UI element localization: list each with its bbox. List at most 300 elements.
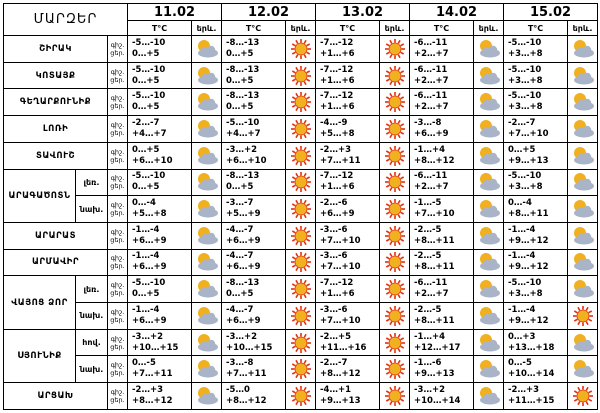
region-row [4, 356, 598, 383]
night-temperature: -1…+4 [414, 144, 445, 155]
night-day-labels [108, 383, 128, 410]
night-temperature: -8…-13 [226, 91, 260, 102]
night-label: գիշ. [110, 120, 125, 129]
day-label: ցեր. [110, 369, 125, 378]
sun-icon [286, 62, 316, 89]
sun-icon [286, 196, 316, 223]
cloud-sun-icon [474, 62, 504, 89]
cloud-sun-icon [568, 276, 598, 303]
day-temperature: 0…+5 [132, 75, 160, 86]
night-temperature: -2…-5 [414, 251, 442, 262]
day-temperature: +8…+11 [508, 209, 549, 220]
night-day-labels [108, 142, 128, 169]
day-temperature: +7…+10 [508, 128, 549, 139]
temperature-cell [128, 329, 192, 356]
day-temperature: +6…+9 [226, 235, 261, 246]
day-temperature: 0…+5 [226, 75, 254, 86]
night-temperature: -1…-4 [508, 251, 536, 262]
cloud-sun-icon [568, 169, 598, 196]
day-temperature: +8…+12 [320, 369, 361, 380]
day-temperature: +10…+14 [414, 396, 461, 407]
day-temperature: +7…+10 [320, 262, 361, 273]
sun-icon [380, 222, 410, 249]
cloud-sun-icon [474, 196, 504, 223]
sun-icon [286, 383, 316, 410]
temperature-cell [410, 222, 474, 249]
sun-icon [380, 276, 410, 303]
day-label: ցեր. [110, 235, 125, 244]
night-day-labels [108, 169, 128, 196]
day-temperature: +10…+15 [132, 342, 179, 353]
temperature-cell [316, 62, 380, 89]
day-label: ցեր. [110, 289, 125, 298]
day-temperature: +7…+11 [132, 369, 173, 380]
night-temperature: -5…-10 [508, 91, 542, 102]
day-temperature: +9…+13 [320, 396, 361, 407]
day-temperature: +6…+9 [414, 128, 449, 139]
day-temperature: +2…+7 [414, 289, 449, 300]
night-temperature: -2…-5 [414, 304, 442, 315]
sun-icon [286, 222, 316, 249]
night-temperature: -2…+3 [320, 144, 351, 155]
temperature-cell [410, 276, 474, 303]
day-temperature: +3…+8 [508, 289, 543, 300]
night-temperature: -4…-7 [226, 224, 254, 235]
day-temperature: +4…+7 [226, 128, 261, 139]
night-label: գիշ. [110, 361, 125, 370]
sun-icon [568, 383, 598, 410]
region-row [4, 89, 598, 116]
temperature-cell [504, 222, 568, 249]
night-temperature: -3…+2 [226, 144, 257, 155]
temperature-cell [504, 303, 568, 330]
day-temperature: +8…+12 [226, 396, 267, 407]
sky-column-header: երև. [286, 21, 316, 36]
region-name: ՇԻՐԱԿ [4, 36, 108, 63]
day-label: ցեր. [110, 155, 125, 164]
night-temperature: 0…-5 [132, 358, 156, 369]
day-label: ցեր. [110, 128, 125, 137]
temperature-cell [410, 329, 474, 356]
temperature-cell [316, 383, 380, 410]
forecast-rows [4, 36, 598, 410]
night-label: գիշ. [110, 94, 125, 103]
night-temperature: -3…+2 [414, 385, 445, 396]
temperature-cell [222, 196, 286, 223]
cloud-sun-icon [192, 36, 222, 63]
day-temperature: +3…+8 [508, 182, 543, 193]
day-label: ցեր. [110, 262, 125, 271]
day-temperature: +8…+11 [414, 315, 455, 326]
night-temperature: -8…-13 [226, 278, 260, 289]
day-temperature: +4…+7 [132, 128, 167, 139]
day-label: ցեր. [110, 48, 125, 57]
sun-icon [286, 329, 316, 356]
temperature-cell [222, 222, 286, 249]
region-row [4, 142, 598, 169]
night-day-labels [108, 62, 128, 89]
sun-icon [380, 169, 410, 196]
day-temperature: 0…+5 [226, 182, 254, 193]
day-temperature: +8…+11 [414, 262, 455, 273]
cloud-sun-icon [568, 329, 598, 356]
sun-icon [380, 196, 410, 223]
night-temperature: -7…-12 [320, 64, 354, 75]
temperature-cell [222, 249, 286, 276]
region-row [4, 169, 598, 196]
temperature-cell [504, 196, 568, 223]
day-temperature: +6…+9 [132, 235, 167, 246]
day-temperature: +12…+17 [414, 342, 461, 353]
day-temperature: +7…+10 [320, 315, 361, 326]
night-temperature: 0…-4 [508, 198, 532, 209]
night-temperature: -7…-12 [320, 171, 354, 182]
sky-column-header: երև. [192, 21, 222, 36]
day-temperature: +7…+11 [320, 155, 361, 166]
cloud-sun-icon [568, 196, 598, 223]
day-label: ցեր. [110, 209, 125, 218]
temperature-cell [128, 356, 192, 383]
day-label: ցեր. [110, 182, 125, 191]
night-temperature: -8…-13 [226, 64, 260, 75]
temperature-column-header: T°C [222, 21, 286, 36]
night-temperature: -6…-11 [414, 278, 448, 289]
night-temperature: -5…-10 [132, 91, 166, 102]
night-day-labels [108, 329, 128, 356]
sun-icon [380, 329, 410, 356]
subregion-name: նախ. [76, 303, 108, 330]
temperature-cell [222, 303, 286, 330]
day-temperature: +11…+15 [508, 396, 555, 407]
night-temperature: -6…-11 [414, 37, 448, 48]
temperature-cell [316, 169, 380, 196]
sun-icon [286, 116, 316, 143]
temperature-column-header: T°C [316, 21, 380, 36]
region-name: ԱՐՑԱԽ [4, 383, 108, 410]
cloud-sun-icon [192, 116, 222, 143]
night-temperature: -3…-8 [226, 358, 254, 369]
sun-icon [286, 303, 316, 330]
night-temperature: -5…-10 [508, 64, 542, 75]
sun-icon [380, 116, 410, 143]
night-temperature: -3…+2 [226, 331, 257, 342]
day-temperature: +5…+9 [226, 209, 261, 220]
temperature-cell [316, 116, 380, 143]
temperature-cell [504, 89, 568, 116]
region-row [4, 303, 598, 330]
temperature-cell [222, 356, 286, 383]
sky-column-header: երև. [380, 21, 410, 36]
temperature-cell [128, 196, 192, 223]
cloud-sun-icon [192, 303, 222, 330]
temperature-column-header: T°C [410, 21, 474, 36]
night-day-labels [108, 116, 128, 143]
temperature-cell [504, 383, 568, 410]
night-temperature: -3…-7 [226, 198, 254, 209]
night-label: գիշ. [110, 281, 125, 290]
cloud-sun-icon [474, 383, 504, 410]
day-label: ցեր. [110, 75, 125, 84]
night-temperature: -3…-6 [320, 251, 348, 262]
temperature-cell [410, 249, 474, 276]
night-temperature: -4…+1 [320, 385, 351, 396]
region-row [4, 249, 598, 276]
cloud-sun-icon [192, 249, 222, 276]
temperature-cell [316, 249, 380, 276]
night-temperature: -3…+2 [132, 331, 163, 342]
date-header: 12.02 [222, 4, 316, 21]
sun-icon [380, 62, 410, 89]
day-temperature: +9…+12 [508, 262, 549, 273]
region-row [4, 196, 598, 223]
night-temperature: -5…-10 [132, 64, 166, 75]
temperature-cell [410, 36, 474, 63]
temperature-cell [316, 303, 380, 330]
cloud-sun-icon [192, 196, 222, 223]
region-name: ՍՅՈՒՆԻՔ [4, 329, 76, 382]
cloud-sun-icon [192, 329, 222, 356]
temperature-cell [316, 142, 380, 169]
temperature-cell [128, 276, 192, 303]
day-label: ցեր. [110, 315, 125, 324]
night-temperature: -5…-10 [226, 117, 260, 128]
temperature-cell [222, 276, 286, 303]
night-temperature: -2…+3 [132, 385, 163, 396]
sun-icon [380, 383, 410, 410]
region-name: ԱՐԱԳԱԾՈՏՆ [4, 169, 76, 222]
day-temperature: +8…+12 [414, 155, 455, 166]
night-temperature: -6…-11 [414, 91, 448, 102]
temperature-cell [316, 89, 380, 116]
cloud-sun-icon [568, 116, 598, 143]
cloud-sun-icon [568, 89, 598, 116]
temperature-cell [222, 169, 286, 196]
day-temperature: +1…+6 [320, 102, 355, 113]
temperature-cell [316, 329, 380, 356]
region-row [4, 116, 598, 143]
night-temperature: -3…-6 [320, 224, 348, 235]
night-label: գիշ. [110, 40, 125, 49]
night-temperature: -6…-11 [414, 64, 448, 75]
day-temperature: +11…+16 [320, 342, 367, 353]
sun-icon [286, 169, 316, 196]
regions-header: ՄԱՐԶԵՐ [4, 4, 128, 36]
temperature-cell [410, 62, 474, 89]
cloud-sun-icon [474, 142, 504, 169]
day-temperature: +6…+9 [132, 315, 167, 326]
region-row [4, 36, 598, 63]
day-label: ցեր. [110, 396, 125, 405]
temperature-cell [128, 116, 192, 143]
temperature-column-header: T°C [128, 21, 192, 36]
temperature-cell [410, 116, 474, 143]
subregion-name: լեռ. [76, 169, 108, 196]
region-row [4, 62, 598, 89]
day-temperature: 0…+5 [132, 289, 160, 300]
cloud-sun-icon [474, 36, 504, 63]
temperature-cell [222, 36, 286, 63]
night-temperature: -1…-4 [132, 251, 160, 262]
night-temperature: -4…-7 [226, 304, 254, 315]
region-name: ՏԱՎՈՒՇ [4, 142, 108, 169]
temperature-cell [128, 222, 192, 249]
temperature-cell [222, 142, 286, 169]
day-temperature: +10…+15 [226, 342, 273, 353]
night-temperature: -5…-10 [508, 37, 542, 48]
night-label: գիշ. [110, 307, 125, 316]
night-temperature: -2…-6 [320, 198, 348, 209]
region-name: ԱՐԱՐԱՏ [4, 222, 108, 249]
sun-icon [286, 142, 316, 169]
temperature-cell [410, 169, 474, 196]
day-temperature: +8…+12 [132, 396, 173, 407]
day-label: ցեր. [110, 102, 125, 111]
sun-icon [286, 249, 316, 276]
subregion-name: լեռ. [76, 276, 108, 303]
night-temperature: -1…-4 [508, 224, 536, 235]
temperature-cell [222, 329, 286, 356]
temperature-cell [128, 36, 192, 63]
night-temperature: -5…-10 [132, 37, 166, 48]
day-temperature: 0…+5 [132, 48, 160, 59]
cloud-sun-icon [474, 222, 504, 249]
temperature-cell [504, 142, 568, 169]
cloud-sun-icon [474, 89, 504, 116]
night-temperature: -2…-5 [414, 224, 442, 235]
temperature-cell [410, 196, 474, 223]
night-label: գիշ. [110, 67, 125, 76]
temperature-cell [504, 276, 568, 303]
night-temperature: -5…0 [226, 385, 250, 396]
cloud-sun-icon [192, 62, 222, 89]
cloud-sun-icon [568, 142, 598, 169]
temperature-cell [316, 222, 380, 249]
day-temperature: +2…+7 [414, 48, 449, 59]
temperature-column-header: T°C [504, 21, 568, 36]
night-temperature: -4…-9 [320, 117, 348, 128]
night-label: գիշ. [110, 254, 125, 263]
night-temperature: -2…-7 [508, 117, 536, 128]
temperature-cell [128, 303, 192, 330]
day-temperature: +6…+9 [132, 262, 167, 273]
sky-column-header: երև. [474, 21, 504, 36]
day-temperature: +7…+11 [226, 369, 267, 380]
region-row [4, 383, 598, 410]
temperature-cell [504, 249, 568, 276]
day-temperature: +7…+10 [320, 235, 361, 246]
night-day-labels [108, 36, 128, 63]
night-day-labels [108, 303, 128, 330]
cloud-sun-icon [568, 36, 598, 63]
night-temperature: -5…-10 [508, 278, 542, 289]
region-name: ԼՈՌԻ [4, 116, 108, 143]
day-temperature: 0…+5 [132, 102, 160, 113]
night-temperature: -1…-6 [414, 358, 442, 369]
day-temperature: +5…+8 [132, 209, 167, 220]
day-temperature: +9…+12 [508, 315, 549, 326]
day-temperature: +2…+7 [414, 182, 449, 193]
sun-icon [286, 36, 316, 63]
day-temperature: +3…+8 [508, 102, 543, 113]
temperature-cell [410, 383, 474, 410]
temperature-cell [316, 276, 380, 303]
region-name: ԱՐՄԱՎԻՐ [4, 249, 108, 276]
sun-icon [286, 89, 316, 116]
sun-icon [286, 356, 316, 383]
temperature-cell [504, 356, 568, 383]
cloud-sun-icon [568, 62, 598, 89]
night-temperature: -5…-10 [132, 278, 166, 289]
night-temperature: -5…-10 [132, 171, 166, 182]
cloud-sun-icon [192, 276, 222, 303]
temperature-cell [410, 303, 474, 330]
temperature-cell [222, 89, 286, 116]
day-temperature: +1…+6 [320, 289, 355, 300]
night-label: գիշ. [110, 227, 125, 236]
temperature-cell [128, 169, 192, 196]
day-temperature: +3…+8 [508, 75, 543, 86]
temperature-cell [128, 142, 192, 169]
temperature-cell [504, 116, 568, 143]
forecast-table [3, 3, 598, 410]
night-temperature: -1…-4 [132, 224, 160, 235]
night-day-labels [108, 196, 128, 223]
temperature-cell [504, 36, 568, 63]
date-header: 11.02 [128, 4, 222, 21]
night-temperature: -3…-8 [414, 117, 442, 128]
day-temperature: +13…+18 [508, 342, 555, 353]
night-temperature: -4…-7 [226, 251, 254, 262]
temperature-cell [128, 62, 192, 89]
sun-icon [380, 303, 410, 330]
day-temperature: +6…+9 [320, 209, 355, 220]
cloud-sun-icon [192, 142, 222, 169]
sky-column-header: երև. [568, 21, 598, 36]
night-temperature: -3…-6 [320, 304, 348, 315]
night-day-labels [108, 356, 128, 383]
day-temperature: +2…+7 [414, 75, 449, 86]
temperature-cell [128, 249, 192, 276]
cloud-sun-icon [474, 169, 504, 196]
day-temperature: +2…+7 [414, 102, 449, 113]
night-temperature: -2…-7 [320, 358, 348, 369]
region-row [4, 276, 598, 303]
temperature-cell [222, 62, 286, 89]
sun-icon [380, 89, 410, 116]
day-temperature: +6…+10 [132, 155, 173, 166]
temperature-cell [504, 169, 568, 196]
temperature-cell [128, 89, 192, 116]
night-temperature: -2…+3 [508, 385, 539, 396]
day-temperature: +5…+8 [320, 128, 355, 139]
date-header: 14.02 [410, 4, 504, 21]
night-temperature: -5…-10 [508, 171, 542, 182]
date-header: 13.02 [316, 4, 410, 21]
temperature-cell [222, 116, 286, 143]
night-temperature: -7…-12 [320, 91, 354, 102]
sun-icon [380, 249, 410, 276]
cloud-sun-icon [474, 303, 504, 330]
temperature-cell [316, 36, 380, 63]
night-temperature: -1…-4 [508, 304, 536, 315]
region-name: ԳԵՂԱՐՔՈՒՆԻՔ [4, 89, 108, 116]
day-temperature: +7…+10 [414, 209, 455, 220]
night-temperature: 0…-5 [508, 358, 532, 369]
night-temperature: 0…+3 [508, 331, 536, 342]
night-temperature: -7…-12 [320, 37, 354, 48]
cloud-sun-icon [568, 249, 598, 276]
day-temperature: +6…+9 [226, 262, 261, 273]
